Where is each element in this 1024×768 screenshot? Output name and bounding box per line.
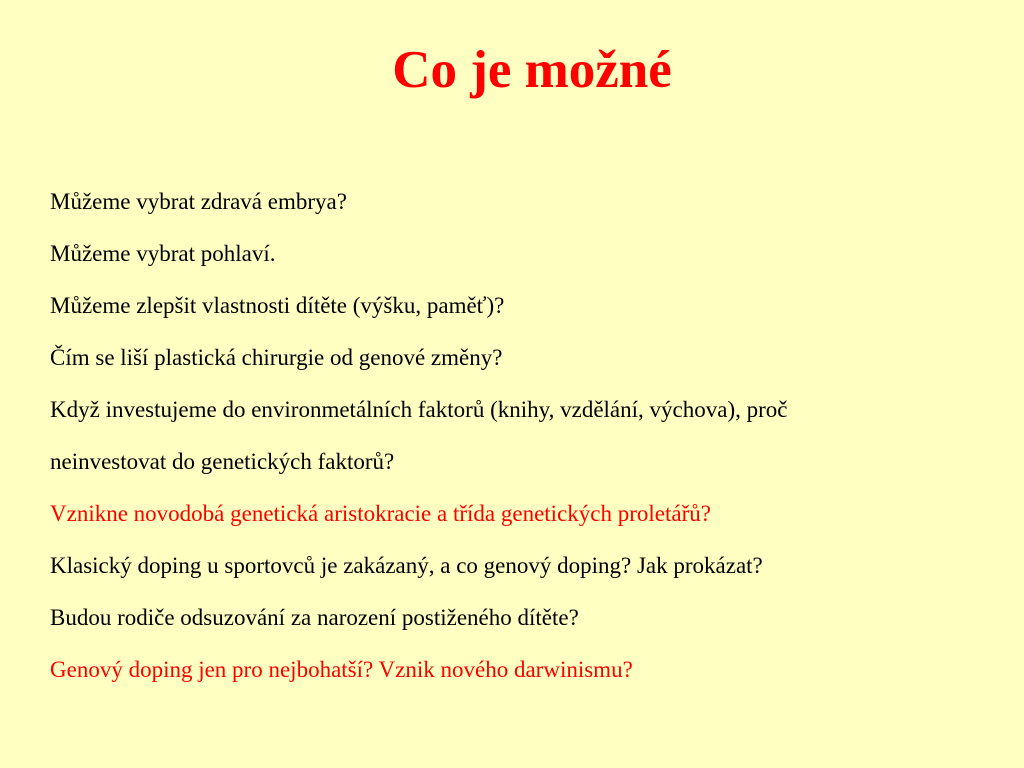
line-new-darwinism: Genový doping jen pro nejbohatší? Vznik nového darwinismu? <box>50 657 633 682</box>
line-choose-sex: Můžeme vybrat pohlaví. <box>50 241 276 266</box>
line-plastic-surgery: Čím se liší plastická chirurgie od genové změny? <box>50 345 503 370</box>
line-environmental-factors: Když investujeme do environmetálních faktorů (knihy, vzdělání, výchova), proč <box>50 397 788 422</box>
line-gene-doping: Klasický doping u sportovců je zakázaný, a co genový doping? Jak prokázat? <box>50 553 763 578</box>
line-healthy-embryos: Můžeme vybrat zdravá embrya? <box>50 189 347 214</box>
line-genetic-factors: neinvestovat do genetických faktorů? <box>50 449 395 474</box>
line-parents-condemned: Budou rodiče odsuzování za narození postiženého dítěte? <box>50 605 579 630</box>
line-improve-traits: Můžeme zlepšit vlastnosti dítěte (výšku, paměť)? <box>50 293 505 318</box>
slide-body-lines <box>50 176 1000 696</box>
slide-title: Co je možné <box>392 41 672 99</box>
line-genetic-aristocracy: Vznikne novodobá genetická aristokracie a třída genetických proletářů? <box>50 501 711 526</box>
